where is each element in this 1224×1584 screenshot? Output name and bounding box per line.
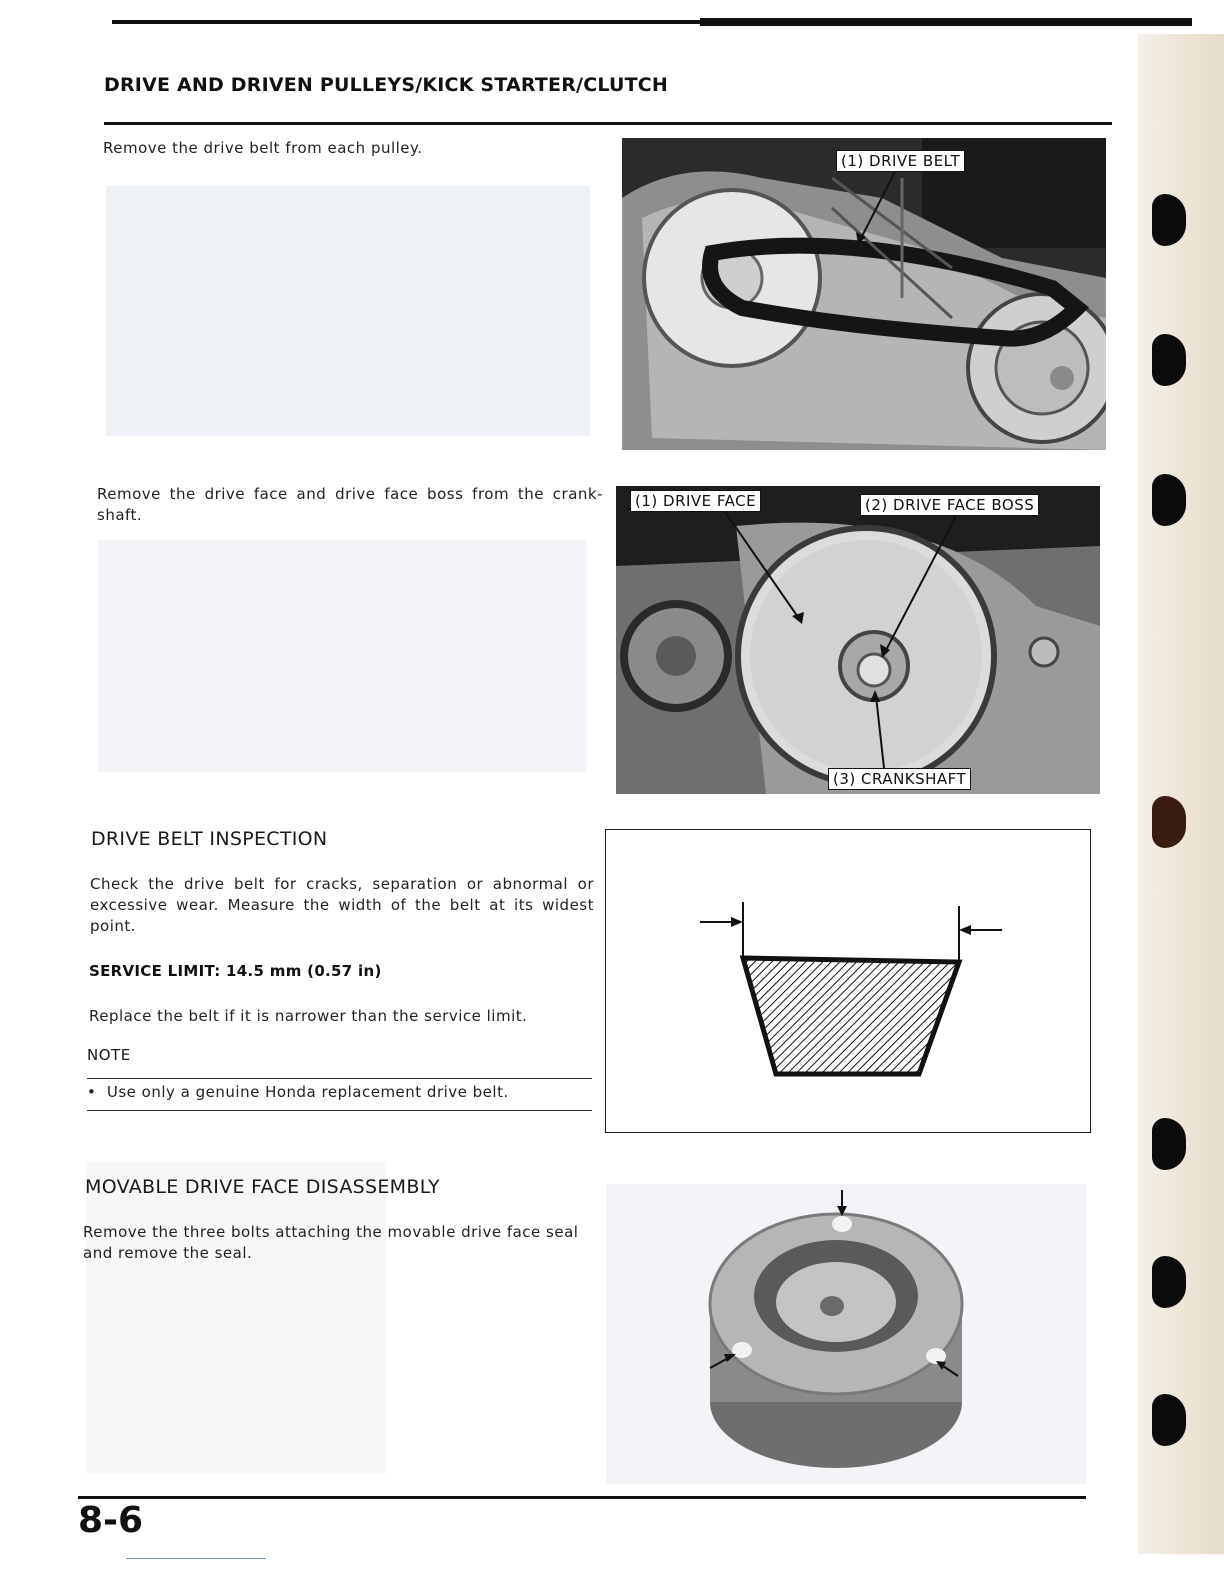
disassembly-text: Remove the three bolts attaching the movable drive face seal and remove the seal.: [83, 1223, 579, 1262]
page-title: DRIVE AND DRIVEN PULLEYS/KICK STARTER/CLUTCH: [104, 74, 669, 96]
movable-drive-face-illustration: [606, 1184, 1086, 1484]
note-item: [87, 1082, 592, 1103]
note-heading: NOTE: [87, 1046, 131, 1064]
service-limit: SERVICE LIMIT: 14.5 mm (0.57 in): [89, 962, 382, 980]
replace-text: Replace the belt if it is narrower than the service limit.: [89, 1007, 528, 1025]
callout-label: (3) CRANKSHAFT: [828, 768, 971, 790]
step-text: Remove the drive belt from each pulley.: [103, 139, 423, 157]
bleed-through-area: [106, 186, 590, 436]
belt-cross-section-drawing: [606, 830, 1090, 1132]
footer-rule: [78, 1496, 1086, 1499]
callout-label: (1) DRIVE FACE: [630, 490, 761, 512]
drive-face-photo-illustration: [616, 486, 1100, 794]
section-tab-mark: [1152, 796, 1186, 848]
step-text: Remove the drive face and drive face boss from the crank-shaft.: [97, 485, 603, 524]
note-bottom-rule: [87, 1110, 592, 1111]
section-heading: MOVABLE DRIVE FACE DISASSEMBLY: [85, 1176, 440, 1198]
section-tab-mark: [1152, 1118, 1186, 1170]
note-item-text: Use only a genuine Honda replacement drive belt.: [106, 1083, 509, 1101]
page-number: 8-6: [78, 1500, 144, 1541]
section-tab-mark: [1152, 334, 1186, 386]
callout-label: (2) DRIVE FACE BOSS: [860, 494, 1039, 516]
inspection-text: Check the drive belt for cracks, separation or abnormal or excessive wear. Measure the width of the belt at its widest point.: [90, 875, 594, 935]
callout-label: (1) DRIVE BELT: [836, 150, 965, 172]
belt-cross-section-diagram: [605, 829, 1091, 1133]
bullet: •: [87, 1083, 107, 1101]
drive-face-photo: [616, 486, 1100, 794]
header-rule: [104, 122, 1112, 125]
section-tab-mark: [1152, 1256, 1186, 1308]
section-tab-mark: [1152, 194, 1186, 246]
top-rule-heavy: [700, 18, 1192, 26]
page-edge: [1138, 34, 1224, 1554]
note-top-rule: [87, 1078, 592, 1079]
section-heading: DRIVE BELT INSPECTION: [91, 828, 328, 850]
bleed-through-area: [98, 540, 586, 772]
movable-drive-face-photo: [606, 1184, 1086, 1484]
scan-underline: [126, 1558, 266, 1559]
section-tab-mark: [1152, 1394, 1186, 1446]
drive-belt-photo-illustration: [622, 138, 1106, 450]
bleed-through-area: [86, 1162, 386, 1474]
section-tab-mark: [1152, 474, 1186, 526]
drive-belt-photo: [622, 138, 1106, 450]
